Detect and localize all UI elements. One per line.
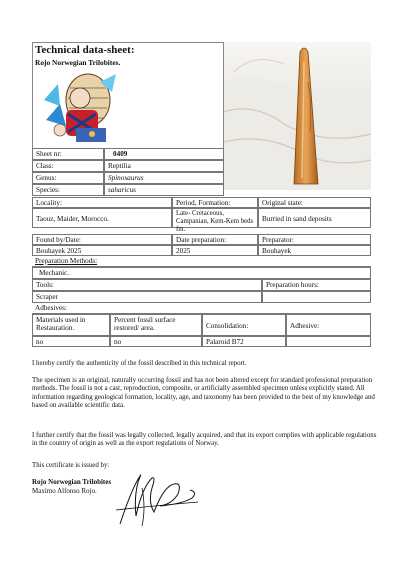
locality-label: Locality: [32, 197, 172, 208]
handwritten-signature [112, 468, 204, 528]
methods-label: Preparation Methods: [32, 256, 371, 267]
materials-value: no [32, 336, 110, 347]
certify-paragraph: I hereby certify the authenticity of the fossil described in this technical report. [32, 360, 247, 367]
issued-by-text: This certificate is issued by: [32, 462, 110, 469]
percent-label: Percent fossil surface restored/ area. [110, 314, 202, 336]
class-label: Class: [32, 160, 104, 172]
sheet-label: Sheet nr: [32, 148, 104, 160]
tools-value: Scraper [32, 291, 262, 303]
issuer-name: Rojo Norwegian Trilobites [32, 478, 112, 486]
preparator-value: Bouhayek [258, 245, 371, 256]
methods-value: Mechanic. [32, 267, 371, 279]
genus-label: Genus: [32, 172, 104, 184]
spinosaurus-tooth-photo [224, 42, 371, 190]
materials-label: Materials used in Restauration. [32, 314, 110, 336]
adhesives-label: Adhesives: [32, 303, 371, 314]
period-value: Late- Cretaceous, Campanian, Kem-Kem beds fm. [172, 208, 258, 228]
adhesive-value [286, 336, 371, 347]
percent-value: no [110, 336, 202, 347]
locality-value: Taouz, Maider, Morocco. [32, 208, 172, 228]
tools-label: Tools: [32, 279, 262, 291]
prep-date-label: Date preparation: [172, 234, 258, 245]
preparator-label: Preparator: [258, 234, 371, 245]
sheet-value: 0409 [104, 148, 224, 160]
found-label: Found by/Date: [32, 234, 172, 245]
trilobite-samurai-logo [36, 70, 122, 148]
page-subtitle: Rojo Norwegian Trilobites. [35, 58, 121, 67]
legal-paragraph: I further certify that the fossil was legally collected, legally acquired, and that its export complies with applicable regulations in the country of origin as well as the export regulations of Norway. [32, 432, 377, 448]
state-value: Burried in sand deposits [258, 208, 371, 228]
signer-name: Maximo Alfonso Rojo. [32, 487, 97, 495]
state-label: Original state: [258, 197, 371, 208]
genus-value: Spinosaurus [104, 172, 224, 184]
specimen-paragraph: The specimen is an original, naturally occurring fossil and has not been altered except for standard professional preparation methods. The fossil is not a cast, reproduction, composite, or artificially assembled specimen unless explicitly stated. All information regarding geological formation, locality, age, and taxonomy has been provided to the best of my knowledge and based on available scientific data. [32, 377, 375, 409]
prep-date-value: 2025 [172, 245, 258, 256]
species-label: Species: [32, 184, 104, 196]
species-value: saharicus [104, 184, 224, 196]
hours-label: Preparation hours: [262, 279, 371, 291]
hours-value [262, 291, 371, 303]
consolidation-value: Palaroid B72 [202, 336, 286, 347]
consolidation-label: Consolidation: [202, 314, 286, 336]
adhesive-label: Adhesive: [286, 314, 371, 336]
class-value: Reptilia [104, 160, 224, 172]
page-title: Technical data-sheet: [35, 44, 135, 56]
period-label: Period, Formation: [172, 197, 258, 208]
found-value: Bouhayek 2025 [32, 245, 172, 256]
